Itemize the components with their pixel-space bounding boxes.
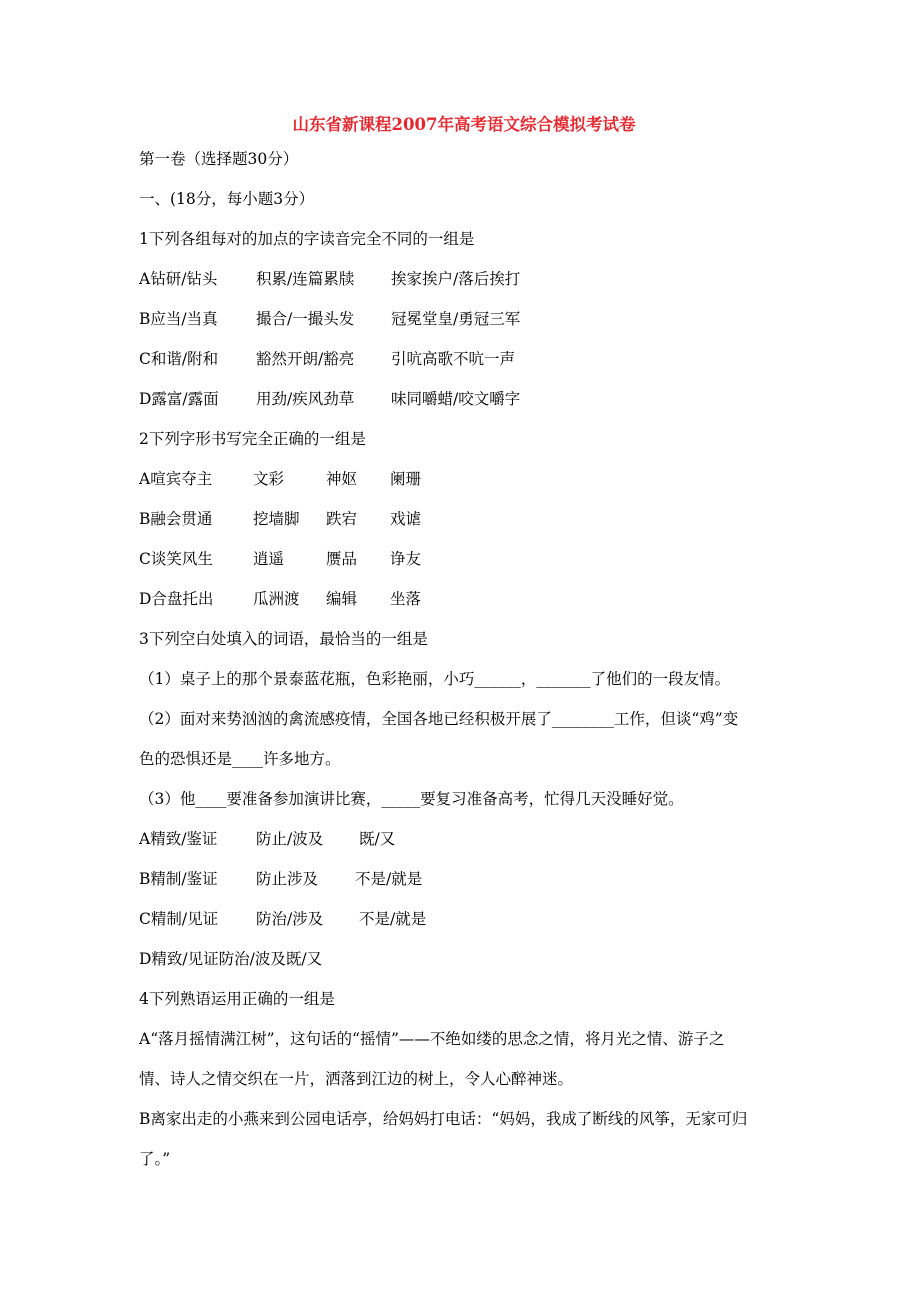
option-cell: 积累/连篇累牍: [256, 270, 355, 288]
page-title: 山东省新课程2007年高考语文综合模拟考试卷: [292, 115, 636, 134]
option-cell: 挖墙脚: [253, 510, 300, 528]
option-cell: 味同嚼蜡/咬文嚼字: [391, 390, 521, 408]
option-cell: 挨家挨户/落后挨打: [391, 270, 521, 288]
q3-option-d: D精致/见证防治/波及既/又: [139, 950, 323, 968]
option-cell: 不是/就是: [359, 910, 427, 928]
q4-option-a-cont: 情、诗人之情交织在一片，洒落到江边的树上，令人心醉神迷。: [139, 1070, 574, 1088]
part-heading: 一、(18分，每小题3分）: [139, 190, 315, 208]
option-cell: 防止/波及: [256, 830, 324, 848]
q4-option-a: A“落月摇情满江树”，这句话的“摇情”——不绝如缕的思念之情，将月光之情、游子之: [139, 1030, 725, 1048]
option-cell: 阑珊: [390, 470, 422, 488]
option-cell: 既/又: [359, 830, 396, 848]
option-cell: B精制/鉴证: [139, 870, 218, 888]
option-cell: C精制/见证: [139, 910, 219, 928]
option-cell: 编辑: [326, 590, 358, 608]
option-cell: A钻研/钻头: [139, 270, 218, 288]
question-1-stem: 1下列各组每对的加点的字读音完全不同的一组是: [139, 230, 475, 248]
option-cell: 冠冕堂皇/勇冠三军: [391, 310, 521, 328]
q3-sentence-1: （1）桌子上的那个景泰蓝花瓶，色彩艳丽，小巧______，_______了他们的一段友情。: [139, 670, 731, 688]
option-cell: 诤友: [390, 550, 422, 568]
q3-sentence-2-cont: 色的恐惧还是____许多地方。: [139, 750, 341, 768]
question-3-stem: 3下列空白处填入的词语，最恰当的一组是: [139, 630, 428, 648]
option-cell: 跌宕: [326, 510, 358, 528]
section-heading: 第一卷（选择题30分）: [139, 150, 299, 168]
q3-sentence-2: （2）面对来势汹汹的禽流感疫情，全国各地已经积极开展了________工作，但谈“鸡”变: [139, 710, 739, 728]
option-cell: 豁然开朗/豁亮: [256, 350, 355, 368]
option-cell: 用劲/疾风劲草: [256, 390, 355, 408]
option-cell: 瓜洲渡: [253, 590, 300, 608]
option-cell: A精致/鉴证: [139, 830, 218, 848]
option-cell: D露富/露面: [139, 390, 219, 408]
option-cell: C和谐/附和: [139, 350, 219, 368]
q3-sentence-3: （3）他____要准备参加演讲比赛，_____要复习准备高考，忙得几天没睡好觉。: [139, 790, 684, 808]
option-cell: 赝品: [326, 550, 358, 568]
option-cell: 不是/就是: [355, 870, 423, 888]
option-cell: 撮合/一撮头发: [256, 310, 355, 328]
option-cell: B应当/当真: [139, 310, 218, 328]
q4-option-b: B离家出走的小燕来到公园电话亭，给妈妈打电话：“妈妈，我成了断线的风筝，无家可归: [139, 1110, 748, 1128]
option-cell: 戏谑: [390, 510, 422, 528]
option-cell: A喧宾夺主: [139, 470, 213, 488]
option-cell: 防止涉及: [256, 870, 319, 888]
question-4-stem: 4下列熟语运用正确的一组是: [139, 990, 335, 1008]
option-cell: D合盘托出: [139, 590, 214, 608]
option-cell: B融会贯通: [139, 510, 213, 528]
option-cell: 坐落: [390, 590, 422, 608]
option-cell: 文彩: [253, 470, 285, 488]
question-2-stem: 2下列字形书写完全正确的一组是: [139, 430, 366, 448]
option-cell: C谈笑风生: [139, 550, 213, 568]
option-cell: 防治/涉及: [256, 910, 324, 928]
q4-option-b-cont: 了。”: [139, 1150, 171, 1168]
option-cell: 引吭高歌不吭一声: [391, 350, 516, 368]
option-cell: 神妪: [326, 470, 358, 488]
option-cell: 逍遥: [253, 550, 285, 568]
